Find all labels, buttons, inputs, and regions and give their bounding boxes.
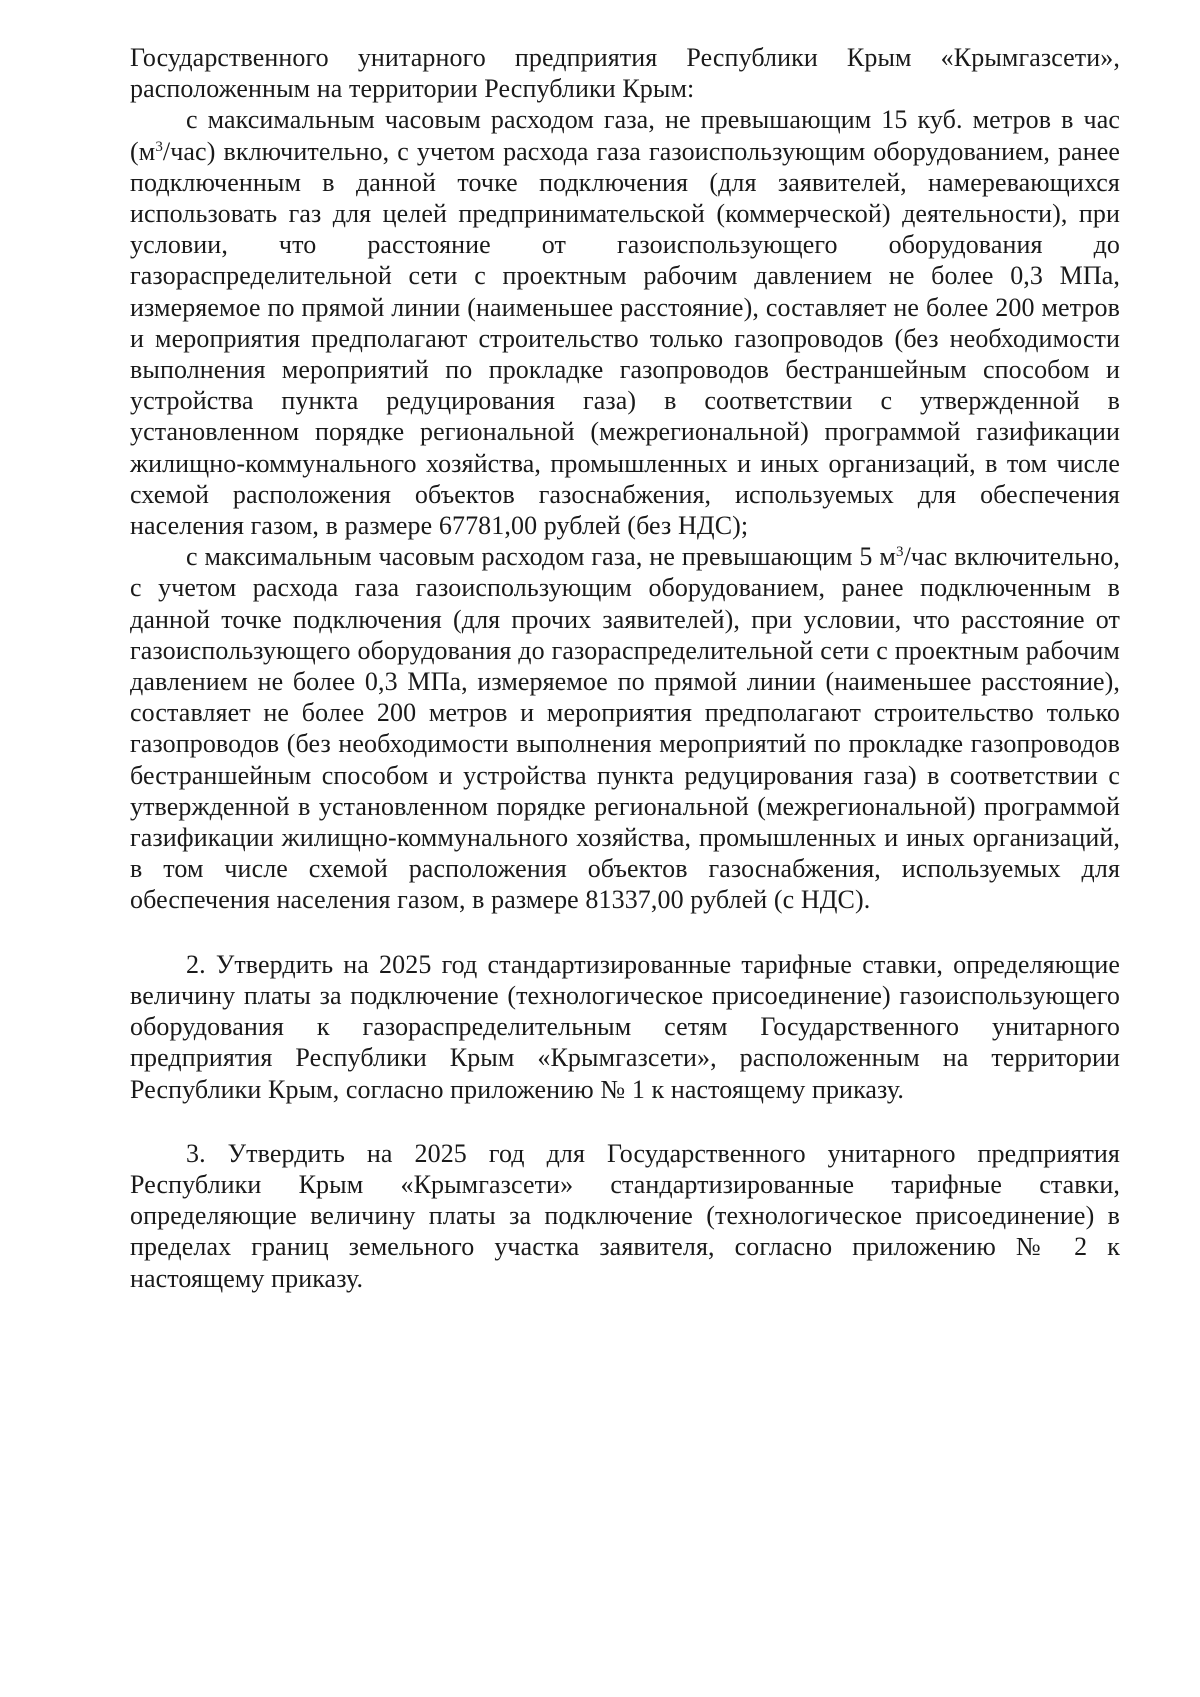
paragraph-5m3-text-end: /час включительно, с учетом расхода газа газоиспользующим оборудованием, ранее подключенным в данной точке подключения (для прочих заявителей), при условии, что расстояние от газоиспользующего оборудования до газораспределительной сети с проектным рабочим давлением не более 0,3 МПа, измеряемое по прямой линии (наименьшее расстояние), составляет не более 200 метров и мероприятия предполагают строительство только газопроводов (без необходимости выполнения мероприятий по прокладке газопроводов бестраншейным способом и устройства пункта редуцирования газа) в соответствии с утвержденной в установленном порядке региональной (межрегиональной) программой газификации жилищно-коммунального хозяйства, промышленных и иных организаций, в том числе схемой расположения объектов газоснабжения, используемых для обеспечения населения газом, в размере 81337,00 рублей (с НДС). bbox=[130, 542, 1121, 915]
paragraph-5m3-text-start: с максимальным часовым расходом газа, не превышающим 5 м bbox=[186, 542, 896, 572]
intro-paragraph: Государственного унитарного предприятия Республики Крым «Крымгазсети», расположенным на территории Республики Крым: bbox=[130, 43, 1120, 104]
point-3-paragraph: 3. Утвердить на 2025 год для Государственного унитарного предприятия Республики Крым «Крымгазсети» стандартизированные тарифные ставки, определяющие величину платы за подключение (технологическое присоединение) в пределах границ земельного участка заявителя, согласно приложению № 2 к настоящему приказу. bbox=[130, 1138, 1120, 1293]
paragraph-15m3-text-start: с максимальным часовым расходом газа, не превышающим 15 куб. метров в час (м bbox=[130, 105, 1120, 166]
paragraph-15m3-text-end: /час) включительно, с учетом расхода газа газоиспользующим оборудованием, ранее подключенным в данной точке подключения (для заявителей, намеревающихся использовать газ для целей предпринимательской (коммерческой) деятельности), при условии, что расстояние от газоиспользующего оборудования до газораспределительной сети с проектным рабочим давлением не более 0,3 МПа, измеряемое по прямой линии (наименьшее расстояние), составляет не более 200 метров и мероприятия предполагают строительство только газопроводов (без необходимости выполнения мероприятий по прокладке газопроводов бестраншейным способом и устройства пункта редуцирования газа) в соответствии с утвержденной в установленном порядке региональной (межрегиональной) программой газификации жилищно-коммунального хозяйства, промышленных и иных организаций, в том числе схемой расположения объектов газоснабжения, используемых для обеспечения населения газом, в размере 67781,00 рублей (без НДС); bbox=[130, 136, 1120, 541]
paragraph-5m3 bbox=[130, 541, 1120, 915]
superscript-3: 3 bbox=[155, 138, 163, 155]
point-2-paragraph: 2. Утвердить на 2025 год стандартизированные тарифные ставки, определяющие величину платы за подключение (технологическое присоединение) газоиспользующего оборудования к газораспределительным сетям Государственного унитарного предприятия Республики Крым «Крымгазсети», расположенным на территории Республики Крым, согласно приложению № 1 к настоящему приказу. bbox=[130, 949, 1120, 1104]
document-page bbox=[130, 42, 1120, 1294]
paragraph-15m3 bbox=[130, 104, 1120, 541]
superscript-3: 3 bbox=[895, 544, 904, 561]
